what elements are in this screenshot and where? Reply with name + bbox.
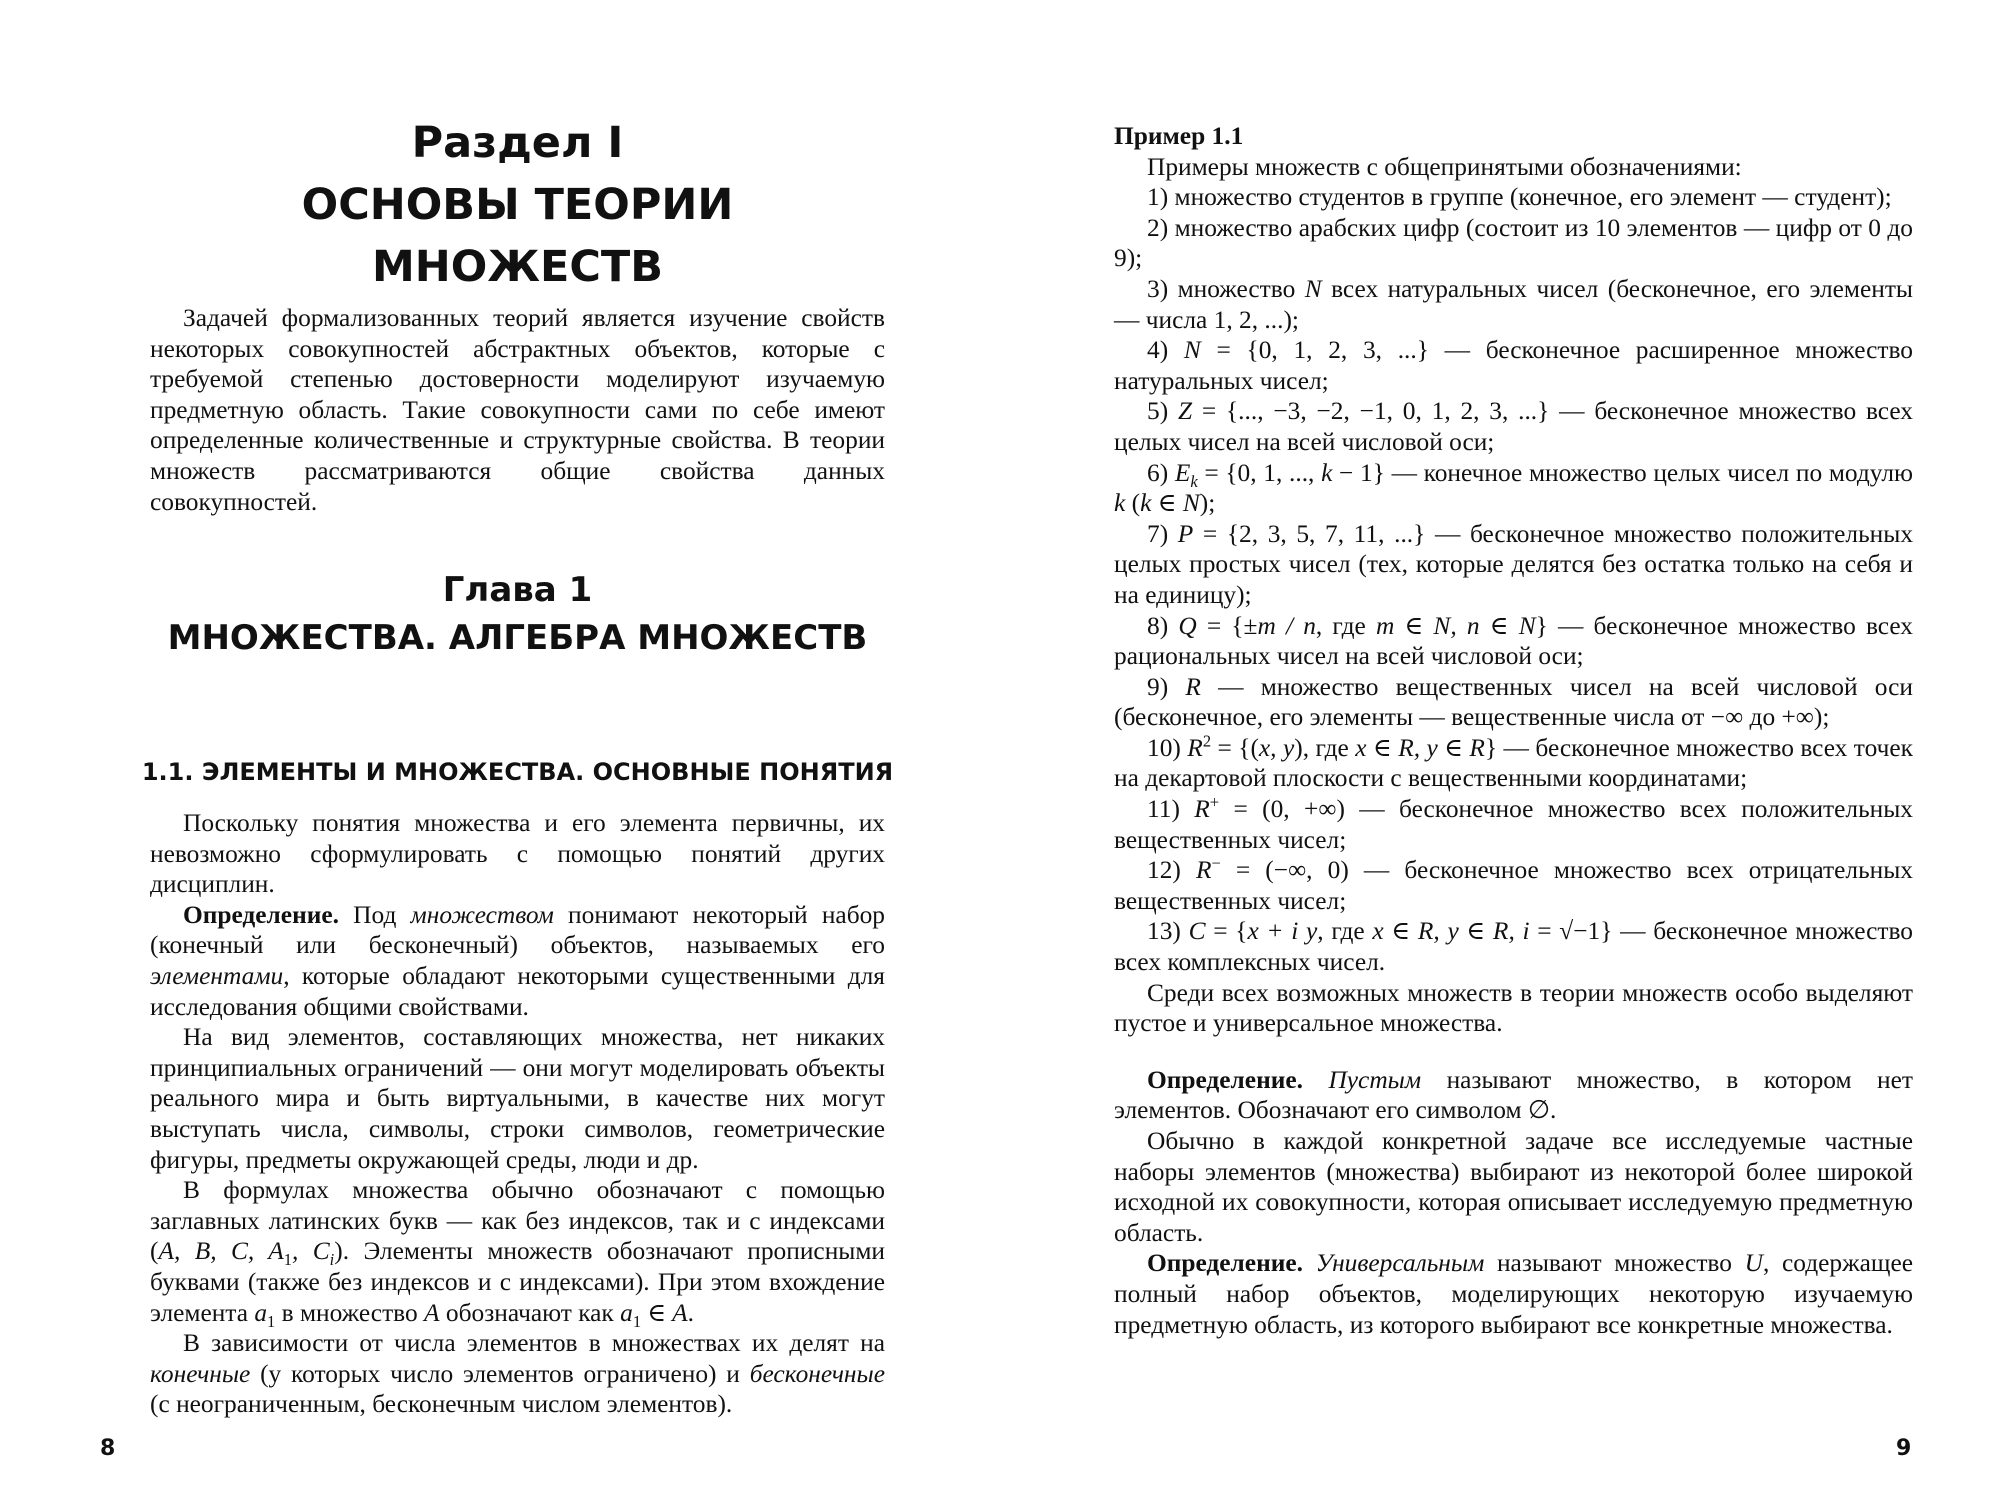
text-run: , где xyxy=(1315,611,1376,640)
term: Универсальным xyxy=(1315,1249,1485,1278)
text-run: , где xyxy=(1317,917,1373,946)
text-run: в множество xyxy=(275,1298,425,1327)
text-run: 10) xyxy=(1147,733,1188,762)
math: Z xyxy=(1177,397,1193,426)
list-item xyxy=(1114,519,1913,611)
math: k xyxy=(1114,489,1126,518)
example-label: Пример 1.1 xyxy=(1114,122,1244,150)
example-intro: Примеры множеств с общепринятыми обозначениями: xyxy=(1147,152,1742,181)
text-run: , содержащее полный набор объектов, моделирующих некоторую изучаемую предметную область, из которого выбирают все конкретные множества. xyxy=(1114,1249,1913,1339)
math: E xyxy=(1174,458,1191,487)
text-run: = {0, 1, 2, 3, ...} — бесконечное расширенное множество натуральных чисел; xyxy=(1114,336,1913,395)
text-run: В зависимости от числа элементов в множествах их делят на xyxy=(183,1329,885,1358)
list-item xyxy=(1114,794,1913,855)
text-run: = (0, +∞) — бесконечное множество всех положительных вещественных чисел; xyxy=(1114,795,1913,854)
text-run: 13) xyxy=(1147,917,1189,946)
math: N xyxy=(1304,274,1322,303)
math: Q xyxy=(1178,611,1197,640)
chapter-title-line2: МНОЖЕСТВА. АЛГЕБРА МНОЖЕСТВ xyxy=(167,618,868,658)
section-title: 1.1. ЭЛЕМЕНТЫ И МНОЖЕСТВА. ОСНОВНЫЕ ПОНЯТИЯ xyxy=(141,758,894,786)
definition-label: Определение. xyxy=(1147,1249,1303,1278)
text-run: = (−∞, 0) — бесконечное множество всех отрицательных вещественных чисел; xyxy=(1114,856,1913,915)
list-item xyxy=(1114,335,1913,396)
text-run: 4) xyxy=(1147,336,1184,365)
math: x, y xyxy=(1258,733,1295,762)
part-title-line1: Раздел I xyxy=(411,118,624,168)
text-run: В формулах множества обычно обозначают с помощью заглавных латинских букв — как без индексов, так и с индексами ( xyxy=(150,1176,885,1266)
term: бесконечные xyxy=(749,1359,885,1388)
text-run: обозначают как xyxy=(439,1298,621,1327)
math: x + i y xyxy=(1247,917,1318,946)
definition-label: Определение. xyxy=(1147,1065,1303,1094)
part-title xyxy=(150,112,885,298)
text-run: 7) xyxy=(1147,519,1178,548)
math: R xyxy=(1195,856,1212,885)
page-number: 9 xyxy=(1896,1436,1912,1461)
text-run: = {± xyxy=(1196,611,1258,640)
text-run: 5) xyxy=(1147,397,1178,426)
list-item xyxy=(1114,672,1913,733)
chapter-title xyxy=(150,566,885,662)
text-run: 3) множество xyxy=(1147,274,1305,303)
list-item xyxy=(1114,458,1913,519)
text-run: = { xyxy=(1205,917,1248,946)
definition-set xyxy=(150,900,885,1022)
paragraph: На вид элементов, составляющих множества, нет никаких принципиальных ограничений — они могут моделировать объекты реального мира и быть виртуальными, в качестве них могут выступать числа, символы, строки символов, геометрические фигуры, предметы окружающей среды, люди и др. xyxy=(150,1023,885,1174)
text-run: (с неограниченным, бесконечным числом элементов). xyxy=(150,1390,733,1419)
left-body xyxy=(150,808,885,1420)
paragraph: Среди всех возможных множеств в теории множеств особо выделяют пустое и универсальное множества. xyxy=(1114,978,1913,1038)
page-number: 8 xyxy=(100,1436,116,1461)
right-body xyxy=(1114,121,1913,1340)
math-sup: + xyxy=(1209,792,1220,812)
math: R xyxy=(1194,795,1210,824)
list-item xyxy=(1114,274,1913,335)
math: ∈ A xyxy=(641,1298,688,1327)
text-run: = {0, 1, ..., xyxy=(1197,458,1322,487)
text-run: 6) xyxy=(1147,458,1175,487)
chapter-title-line1: Глава 1 xyxy=(442,570,593,610)
text-run: , которые обладают некоторыми существенными для исследования общими свойствами. xyxy=(150,961,885,1021)
math-sup: − xyxy=(1211,853,1221,873)
math: m / n xyxy=(1257,611,1316,640)
definition-label: Определение. xyxy=(183,900,339,929)
text-run: = {( xyxy=(1211,733,1259,762)
text-run: } — бесконечное множество всех точек на декартовой плоскости с вещественными координатами; xyxy=(1114,733,1913,793)
text-run: 9) xyxy=(1147,672,1186,701)
paragraph: Поскольку понятия множества и его элемента первичны, их невозможно сформулировать с помощью понятий других дисциплин. xyxy=(150,809,885,899)
intro-block xyxy=(150,303,885,517)
math-sub: k xyxy=(1190,471,1198,491)
text-run: ); xyxy=(1199,489,1216,518)
text-run: называют множество xyxy=(1484,1249,1745,1278)
math: x ∈ R, y ∈ R xyxy=(1355,733,1485,762)
term: элементами xyxy=(150,961,284,990)
text-run: — множество вещественных чисел на всей числовой оси (бесконечное, его элементы — вещественные числа от −∞ до +∞); xyxy=(1114,672,1913,732)
text-run: ), где xyxy=(1294,733,1356,762)
math-sub: 1 xyxy=(267,1311,276,1331)
part-title-line2: ОСНОВЫ ТЕОРИИ МНОЖЕСТВ xyxy=(301,180,734,292)
intro-paragraph: Задачей формализованных теорий является изучение свойств некоторых совокупностей абстрактных объектов, которые с требуемой степенью достоверности моделируют изучаемую предметную область. Такие совокупности сами по себе имеют определенные количественные и структурные свойства. В теории множеств рассматриваются общие свойства данных совокупностей. xyxy=(150,304,885,516)
text-run: . xyxy=(687,1298,694,1327)
text-run: Под xyxy=(338,900,411,929)
math: R xyxy=(1185,672,1201,701)
math: k xyxy=(1321,458,1333,487)
math-sub: 1 xyxy=(283,1250,292,1270)
math-sub: 1 xyxy=(632,1311,642,1331)
math: a xyxy=(620,1298,633,1327)
text-run: всех натуральных чисел (бесконечное, его элементы — числа 1, 2, ...); xyxy=(1114,274,1913,334)
text-run: понимают некоторый набор (конечный или бесконечный) объектов, называемых его xyxy=(150,900,885,960)
text-run: 11) xyxy=(1147,795,1195,824)
math: a xyxy=(254,1298,268,1327)
paragraph-notation xyxy=(150,1175,885,1331)
math: k ∈ N xyxy=(1140,489,1200,518)
term: конечные xyxy=(150,1359,251,1388)
math: A xyxy=(424,1298,440,1327)
math-sup: 2 xyxy=(1202,731,1212,751)
math: A, B, C, A xyxy=(158,1237,284,1266)
text-run: − 1} — конечное множество целых чисел по модулю xyxy=(1332,458,1913,487)
text-run: ). Элементы множеств обозначают прописными буквами (также без индексов и с индексами). При этом вхождение элемента xyxy=(150,1237,885,1327)
text-run: 8) xyxy=(1147,611,1179,640)
text-run: } — бесконечное множество всех рациональных чисел на всей числовой оси; xyxy=(1114,611,1914,671)
text-run: (у которых число элементов ограничено) и xyxy=(250,1359,750,1388)
list-item: 2) множество арабских цифр (состоит из 10 элементов — цифр от 0 до 9); xyxy=(1114,213,1913,273)
text-run: = {2, 3, 5, 7, 11, ...} — бесконечное множество положительных целых простых чисел (тех, которые делятся без остатка только на себя и на единицу); xyxy=(1114,519,1914,609)
text-run: 12) xyxy=(1147,856,1196,885)
math: P xyxy=(1177,519,1194,548)
text-run: называют множество, в котором нет элементов. Обозначают его символом ∅. xyxy=(1114,1065,1913,1125)
list-item: 1) множество студентов в группе (конечное, его элемент — студент); xyxy=(1147,183,1892,212)
term: Пустым xyxy=(1328,1065,1422,1094)
math: R xyxy=(1187,733,1203,762)
definition-universal xyxy=(1114,1248,1913,1340)
paragraph-finite xyxy=(150,1328,885,1420)
math-sub: i xyxy=(329,1250,335,1270)
example-label-line xyxy=(1114,121,1913,152)
term: множеством xyxy=(410,900,554,929)
definition-empty xyxy=(1114,1065,1913,1126)
list-item xyxy=(1114,855,1913,916)
list-item xyxy=(1114,611,1913,672)
math: U xyxy=(1744,1249,1763,1278)
text-run: = {..., −3, −2, −1, 0, 1, 2, 3, ...} — бесконечное множество всех целых чисел на всей числовой оси; xyxy=(1114,397,1913,456)
math: x ∈ R, y ∈ R, i xyxy=(1372,917,1530,946)
text-run: = √−1} — бесконечное множество всех комплексных чисел. xyxy=(1114,917,1914,977)
math: N xyxy=(1183,336,1201,365)
list-item xyxy=(1114,916,1913,977)
list-item xyxy=(1114,396,1913,457)
math: , C xyxy=(291,1237,330,1266)
right-page xyxy=(1000,0,2000,1510)
list-item xyxy=(1114,733,1913,794)
math: C xyxy=(1188,917,1206,946)
text-run: ( xyxy=(1125,489,1141,518)
math: m ∈ N, n ∈ N xyxy=(1375,611,1536,640)
paragraph: Обычно в каждой конкретной задаче все исследуемые частные наборы элементов (множества) выбирают из некоторой более широкой исходной их совокупности, которая описывает исследуемую предметную область. xyxy=(1114,1127,1913,1247)
